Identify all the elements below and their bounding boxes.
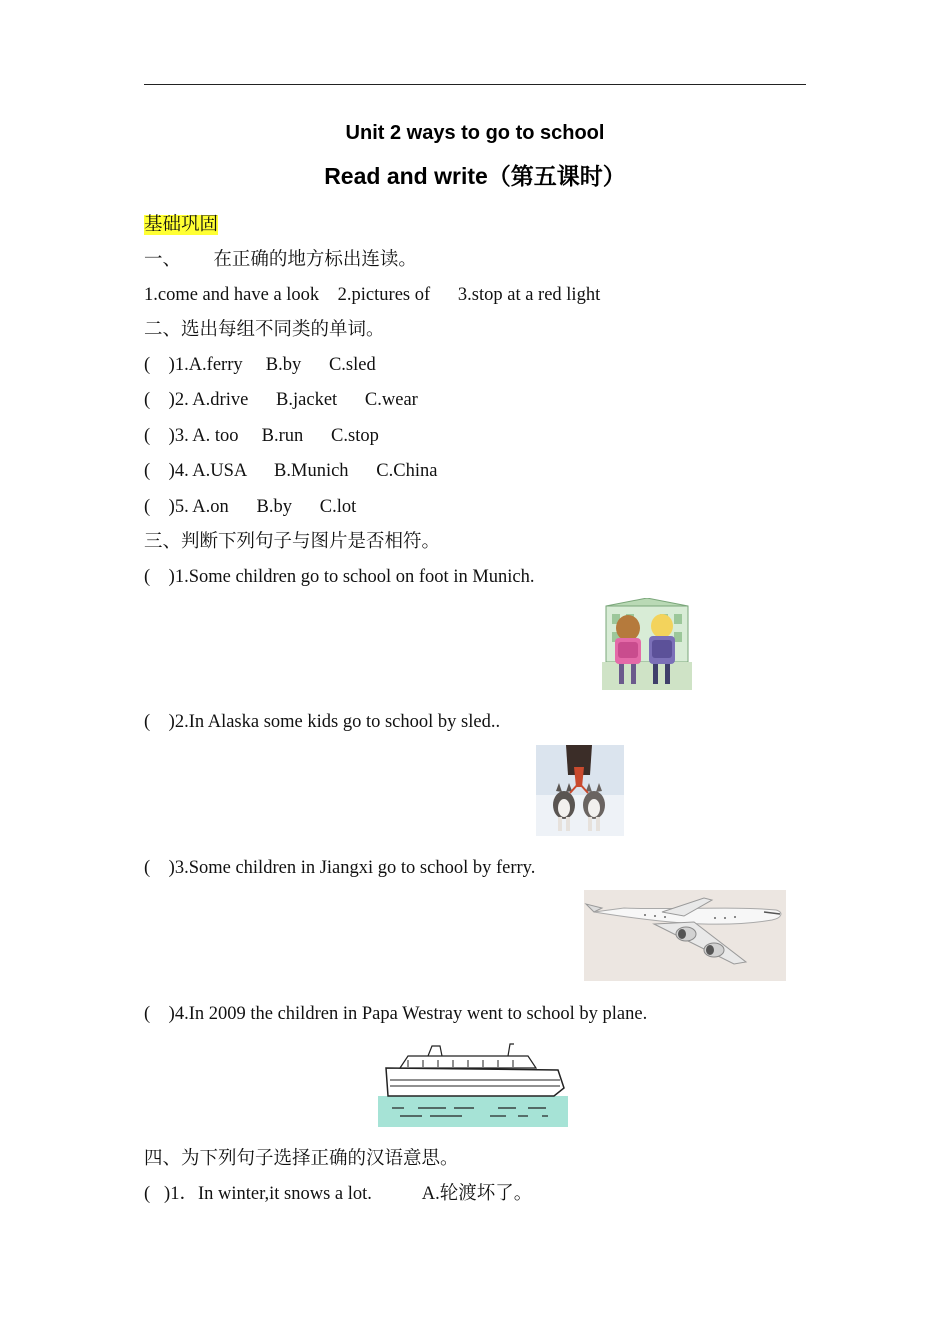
header-rule [144,84,806,85]
section3-heading: 三、判断下列句子与图片是否相符。 [144,532,441,552]
section1-phrases: 1.come and have a look 2.pictures of 3.stop at a red light [144,285,601,305]
section2-item-5: ( )5. A.on B.by C.lot [144,497,357,517]
basic-highlight: 基础巩固 [144,215,219,235]
sled-dogs-image [536,745,624,836]
section-basic-label [144,213,218,237]
section4-heading: 四、为下列句子选择正确的汉语意思。 [144,1149,459,1169]
section1-heading: 一、 在正确的地方标出连读。 [144,250,417,270]
section3-item-1: ( )1.Some children go to school on foot in Munich. [144,567,535,587]
page-subtitle: Read and write（第五课时） [324,163,626,189]
page-title: Unit 2 ways to go to school [345,122,605,144]
section2-item-1: ( )1.A.ferry B.by C.sled [144,355,376,375]
section3-item-2: ( )2.In Alaska some kids go to school by sled.. [144,712,501,732]
airplane-image [584,890,786,981]
section2-heading: 二、选出每组不同类的单词。 [144,320,385,340]
section2-item-3: ( )3. A. too B.run C.stop [144,426,379,446]
section2-item-4: ( )4. A.USA B.Munich C.China [144,461,438,481]
section3-item-3: ( )3.Some children in Jiangxi go to school by ferry. [144,858,536,878]
section3-item-4: ( )4.In 2009 the children in Papa Westray went to school by plane. [144,1004,648,1024]
section4-item-1: ( )1．In winter,it snows a lot. A.轮渡坏了。 [144,1184,533,1204]
children-walking-image [602,598,692,690]
ferry-ship-image [378,1040,568,1127]
section2-item-2: ( )2. A.drive B.jacket C.wear [144,390,418,410]
